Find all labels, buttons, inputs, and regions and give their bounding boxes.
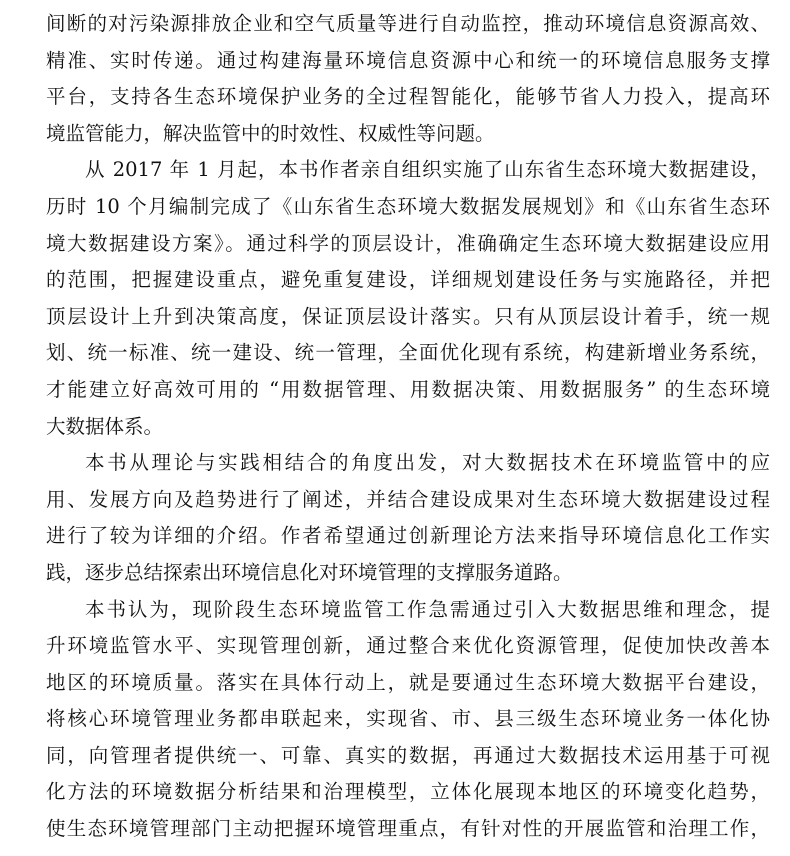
text-line: 才能建立好高效可用的 “用数据管理、用数据决策、用数据服务” 的生态环境 [46, 377, 770, 401]
text-line: 进行了较为详细的介绍。作者希望通过创新理论方法来指导环境信息化工作实 [46, 524, 770, 548]
text-line: 用、发展方向及趋势进行了阐述，并结合建设成果对生态环境大数据建设过程 [46, 487, 770, 511]
text-line: 平台，支持各生态环境保护业务的全过程智能化，能够节省人力投入，提高环 [46, 85, 770, 109]
paragraph-4 [0, 592, 790, 848]
text-line: 升环境监管水平、实现管理创新，通过整合来优化资源管理，促使加快改善本 [46, 634, 770, 658]
text-line: 精准、实时传递。通过构建海量环境信息资源中心和统一的环境信息服务支撑 [46, 48, 770, 72]
text-line: 本书认为，现阶段生态环境监管工作急需通过引入大数据思维和理念，提 [85, 597, 770, 621]
text-line: 将核心环境管理业务都串联起来，实现省、市、县三级生态环境业务一体化协 [46, 707, 770, 731]
text-line: 本书从理论与实践相结合的角度出发，对大数据技术在环境监管中的应 [85, 451, 770, 475]
paragraph-2 [0, 152, 790, 445]
text-line: 境监管能力，解决监管中的时效性、权威性等问题。 [46, 121, 495, 145]
text-line: 化方法的环境数据分析结果和治理模型，立体化展现本地区的环境变化趋势， [46, 780, 770, 804]
paragraph-3 [0, 445, 790, 591]
text-line: 大数据体系。 [46, 414, 164, 438]
text-line: 同，向管理者提供统一、可靠、真实的数据，再通过大数据技术运用基于可视 [46, 743, 770, 767]
text-line: 地区的环境质量。落实在具体行动上，就是要通过生态环境大数据平台建设， [46, 670, 770, 694]
text-line: 顶层设计上升到决策高度，保证顶层设计落实。只有从顶层设计着手，统一规 [46, 304, 770, 328]
paragraph-1 [0, 6, 790, 152]
text-line: 的范围，把握建设重点，避免重复建设，详细规划建设任务与实施路径，并把 [46, 268, 770, 292]
text-line: 境大数据建设方案》。通过科学的顶层设计，准确确定生态环境大数据建设应用 [46, 231, 770, 255]
text-line: 间断的对污染源排放企业和空气质量等进行自动监控，推动环境信息资源高效、 [46, 12, 770, 35]
text-line: 从 2017 年 1 月起，本书作者亲自组织实施了山东省生态环境大数据建设， [85, 158, 770, 182]
text-line: 划、统一标准、统一建设、统一管理，全面优化现有系统，构建新增业务系统， [46, 341, 770, 365]
text-line: 使生态环境管理部门主动把握环境管理重点，有针对性的开展监管和治理工作， [46, 817, 770, 841]
text-line: 践，逐步总结探索出环境信息化对环境管理的支撑服务道路。 [46, 560, 573, 584]
text-line: 历时 10 个月编制完成了《山东省生态环境大数据发展规划》和《山东省生态环 [46, 194, 770, 218]
